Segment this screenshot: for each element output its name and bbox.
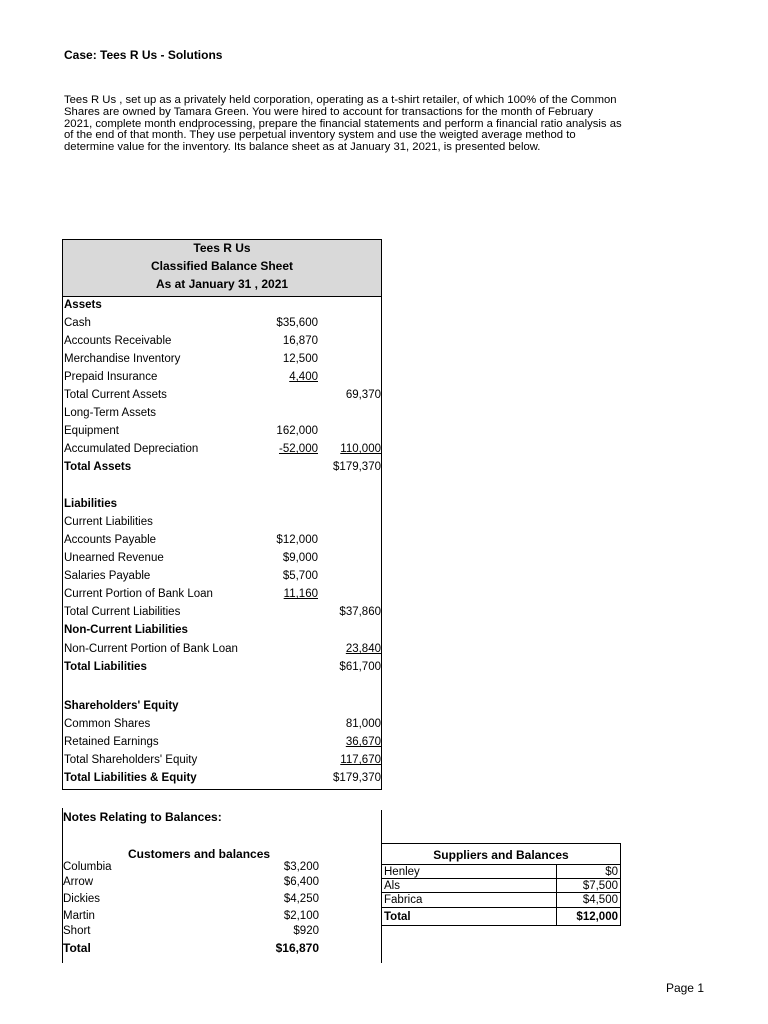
customer-balance: $16,870 [275,941,319,955]
customers-title: Customers and balances [128,847,271,861]
balance-sheet-row [64,368,382,386]
row-label: Long-Term Assets [64,407,157,419]
balance-sheet-row [64,715,382,733]
row-label: Non-Current Liabilities [64,624,188,636]
balance-sheet-row [64,458,382,476]
column-divider [556,879,557,893]
balance-sheet-row [64,296,382,314]
balance-sheet-row [64,314,382,332]
supplier-row [382,892,620,907]
balance-sheet-row [64,603,382,621]
row-label: Equipment [64,425,119,437]
balance-sheet-row [64,531,382,549]
row-label: Non-Current Portion of Bank Loan [64,643,238,655]
customer-name: Columbia [63,861,112,873]
row-total: 110,000 [340,443,381,455]
customer-balance: $920 [293,925,319,937]
row-label: Liabilities [64,498,118,510]
row-amount: 16,870 [282,335,318,347]
supplier-balance: $0 [605,866,618,878]
customer-name: Martin [63,910,95,922]
row-label: Cash [64,317,91,329]
intro-paragraph: Tees R Us , set up as a privately held corporation, operating as a t-shirt retailer, of which 100% of the Common Shares are owned by Tamara Green. You were hired to account for transactions for the month of February 2021, complete month endprocessing, prepare the financial statements and perform a financial ratio analysis as of the end of that month. They use perpetual inventory system and use the weigted average method to determine value for the inventory. Its balance sheet as at January 31, 2021, is presented below. [64,94,622,154]
balance-sheet-row [64,386,382,404]
row-amount: $9,000 [282,552,318,564]
row-label: Accounts Receivable [64,335,172,347]
row-label: Accounts Payable [64,534,157,546]
customer-name: Dickies [63,893,101,905]
row-total: $61,700 [339,661,381,673]
row-total: 36,670 [345,736,381,748]
supplier-name: Fabrica [384,894,423,906]
balance-sheet-row [64,585,382,603]
balance-sheet-row [64,513,382,531]
row-label: Salaries Payable [64,570,151,582]
row-label: Merchandise Inventory [64,353,181,365]
row-total: 81,000 [345,718,381,730]
case-title: Case: Tees R Us - Solutions [64,48,223,62]
supplier-row [382,907,620,926]
row-total: 23,840 [345,643,381,655]
supplier-name: Als [384,880,400,892]
balance-sheet-row [64,640,382,658]
balance-sheet-row [64,404,382,422]
row-amount: 11,160 [283,588,318,600]
row-amount: $12,000 [276,534,318,546]
balance-sheet-row [64,478,382,496]
row-total: 117,670 [340,754,381,766]
row-label: Total Assets [64,461,132,473]
row-total: $37,860 [339,606,381,618]
balance-sheet-row [64,751,382,769]
row-label: Common Shares [64,718,151,730]
row-amount: 12,500 [282,353,318,365]
customer-name: Short [63,925,91,937]
balance-sheet-row [64,678,382,696]
statement-title: Classified Balance Sheet [150,259,294,273]
row-label: Total Shareholders' Equity [64,754,198,766]
row-label: Unearned Revenue [64,552,164,564]
balance-sheet-row [64,495,382,513]
row-label: Shareholders' Equity [64,700,179,712]
column-divider [556,908,557,926]
customer-balance: $2,100 [283,910,319,922]
row-amount: -52,000 [278,443,318,455]
notes-title: Notes Relating to Balances: [63,810,222,824]
balance-sheet-header [63,240,381,297]
supplier-balance: $12,000 [576,911,618,923]
balance-sheet-table [62,239,382,790]
row-label: Current Portion of Bank Loan [64,588,213,600]
supplier-name: Henley [384,866,420,878]
balance-sheet-row [64,621,382,639]
supplier-row [382,878,620,893]
customer-balance: $4,250 [283,893,319,905]
row-label: Total Current Liabilities [64,606,181,618]
row-label: Current Liabilities [64,516,153,528]
customer-name: Arrow [63,876,94,888]
row-total: $179,370 [333,461,381,473]
balance-sheet-row [64,567,382,585]
page-number: Page 1 [665,981,704,995]
supplier-name: Total [384,911,411,923]
balance-sheet-row [64,549,382,567]
row-amount: $5,700 [282,570,318,582]
supplier-row [382,864,620,879]
balance-sheet-row [64,733,382,751]
customer-balance: $3,200 [283,861,319,873]
row-label: Assets [64,299,102,311]
customer-name: Total [63,941,91,955]
row-label: Total Current Assets [64,389,167,401]
customer-balance: $6,400 [283,876,319,888]
row-label: Accumulated Depreciation [64,443,199,455]
balance-sheet-row [64,350,382,368]
row-amount: 162,000 [276,425,318,437]
row-total: $179,370 [333,772,381,784]
suppliers-table [381,843,621,926]
balance-sheet-row [64,422,382,440]
row-amount: $35,600 [276,317,318,329]
balance-sheet-row [64,332,382,350]
column-divider [556,865,557,879]
row-label: Total Liabilities [64,661,147,673]
column-divider [556,893,557,907]
balance-sheet-row [64,440,382,458]
supplier-balance: $4,500 [582,894,618,906]
balance-sheet-row [64,658,382,676]
balance-sheet-row [64,697,382,715]
row-label: Retained Earnings [64,736,159,748]
row-total: 69,370 [345,389,381,401]
row-label: Prepaid Insurance [64,371,158,383]
suppliers-title: Suppliers and Balances [433,848,569,862]
balance-sheet-row [64,769,382,787]
statement-date: As at January 31 , 2021 [155,277,289,291]
supplier-balance: $7,500 [582,880,618,892]
row-label: Total Liabilities & Equity [64,772,197,784]
company-name: Tees R Us [193,241,251,255]
row-amount: 4,400 [289,371,318,383]
